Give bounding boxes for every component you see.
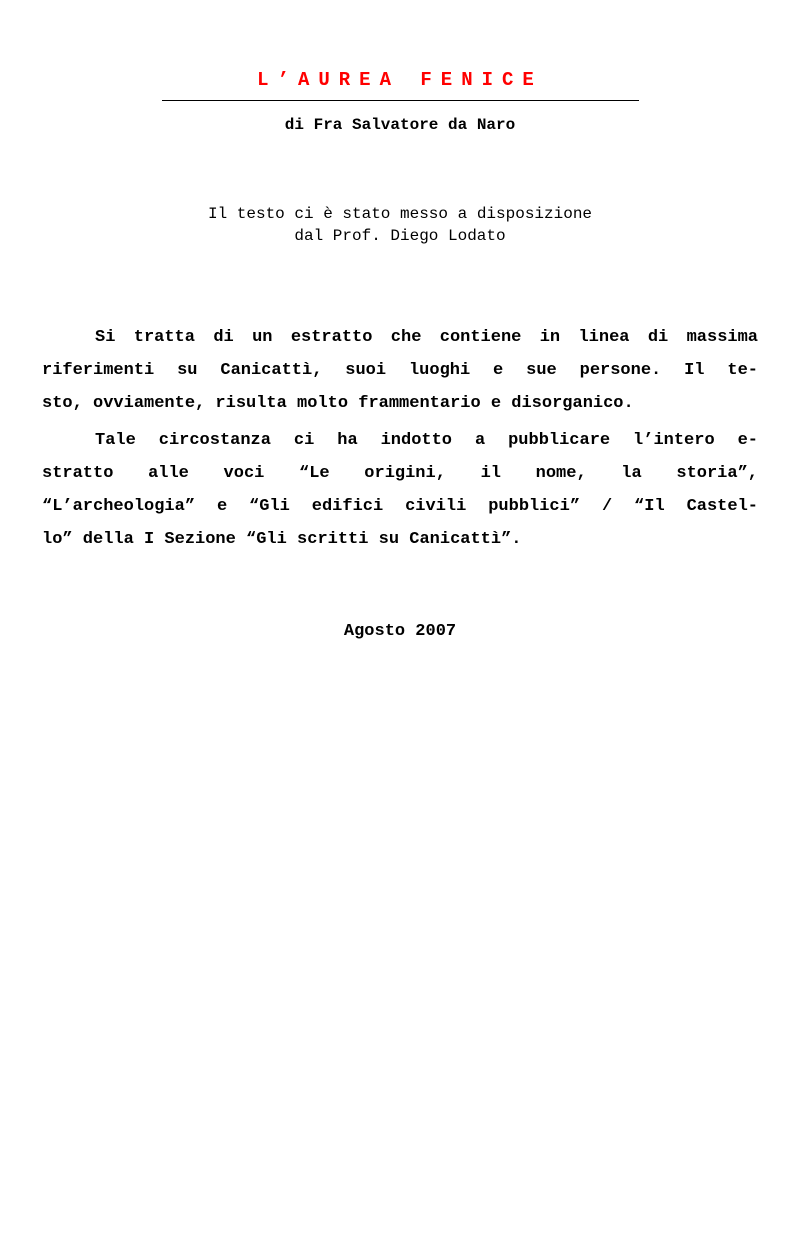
paragraph-line: “L’archeologia” e “Gli edifici civili pubblici” / “Il Castel- [42, 497, 758, 516]
document-date: Agosto 2007 [343, 622, 457, 641]
title-divider [162, 100, 639, 101]
document-title: L’AUREA FENICE [257, 69, 543, 91]
paragraph-line: Si tratta di un estratto che contiene in linea di massima [95, 328, 758, 347]
credit-line-2: dal Prof. Diego Lodato [294, 227, 506, 245]
paragraph-line: riferimenti su Canicattì, suoi luoghi e sue persone. Il te- [42, 361, 758, 380]
paragraph-line: lo” della I Sezione “Gli scritti su Canicattì”. [42, 530, 522, 549]
paragraph-1 [42, 321, 758, 420]
paragraph-2 [42, 424, 758, 556]
credit-line-1: Il testo ci è stato messo a disposizione [207, 205, 593, 223]
paragraph-line: sto, ovviamente, risulta molto frammentario e disorganico. [42, 394, 634, 413]
paragraph-line: Tale circostanza ci ha indotto a pubblicare l’intero e- [95, 431, 758, 450]
paragraph-line: stratto alle voci “Le origini, il nome, la storia”, [42, 464, 758, 483]
author-line: di Fra Salvatore da Naro [284, 116, 516, 134]
credit-note [0, 203, 800, 247]
